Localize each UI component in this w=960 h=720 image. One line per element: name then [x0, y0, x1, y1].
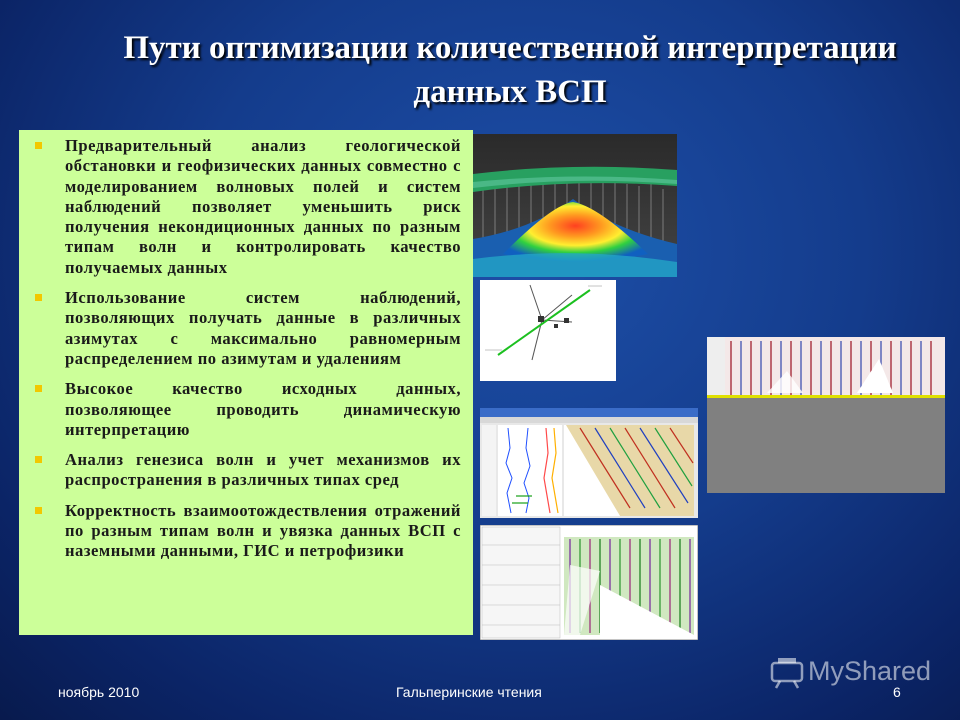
survey-scheme-image: [480, 280, 616, 381]
bullet-list: [29, 136, 461, 562]
seismic-section-image: [480, 525, 698, 640]
bullet-item: [29, 136, 461, 278]
bullet-text: Высокое качество исходных данных, позволяющее проводить динамическую интерпретацию: [65, 379, 461, 439]
seismogram-image: [707, 337, 945, 493]
page-number: 6: [893, 684, 901, 700]
projector-icon: [770, 657, 804, 689]
bullet-text: Использование систем наблюдений, позволяющих получать данные в различных азимутах с максимально равномерным распределением по азимутам и удалениям: [65, 288, 461, 368]
bullet-item: [29, 450, 461, 491]
bullet-marker-icon: [35, 142, 42, 149]
bullet-marker-icon: [35, 507, 42, 514]
bullet-marker-icon: [35, 294, 42, 301]
bullet-marker-icon: [35, 456, 42, 463]
text-panel: [19, 130, 473, 635]
bullet-text: Предварительный анализ геологической обстановки и геофизических данных совместно с моделированием волновых полей и систем наблюдений позволяет уменьшить риск получения некондиционных данных по разным типам волн и контролировать качество получаемых данных: [65, 136, 461, 277]
bullet-item: [29, 501, 461, 562]
footer-date: ноябрь 2010: [58, 684, 140, 700]
well-log-seismic-image: [480, 408, 698, 518]
footer-event: Гальперинские чтения: [396, 684, 542, 700]
bullet-marker-icon: [35, 385, 42, 392]
bullet-text: Анализ генезиса волн и учет механизмов их распространения в различных типах сред: [65, 450, 461, 490]
slide-title-line-2: данных ВСП: [413, 74, 607, 110]
bullet-text: Корректность взаимоотождествления отражений по разным типам волн и увязка данных ВСП с наземными данными, ГИС и петрофизики: [65, 500, 461, 561]
slide-title: [60, 26, 960, 114]
watermark-text: MyShared: [808, 656, 932, 686]
bullet-item: [29, 288, 461, 369]
geological-model-image: [473, 134, 677, 277]
bullet-item: [29, 379, 461, 440]
watermark: [770, 656, 931, 689]
slide-title-line-1: Пути оптимизации количественной интерпретации: [123, 30, 897, 66]
